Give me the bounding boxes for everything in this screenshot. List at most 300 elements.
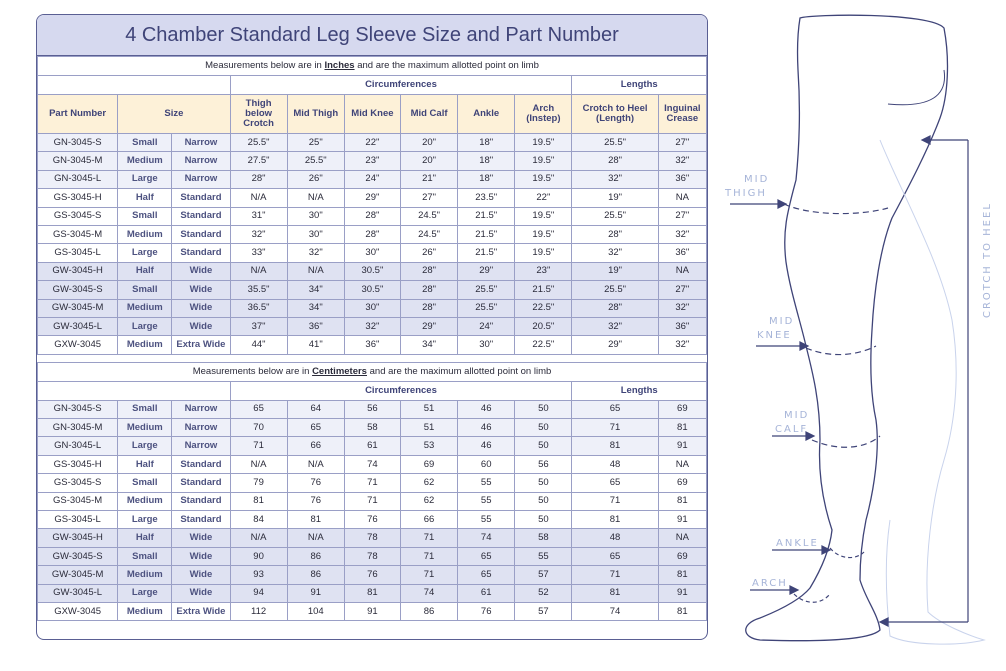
value-cell: 19.5" xyxy=(515,225,572,243)
column-header: Crotch to Heel (Length) xyxy=(572,95,658,134)
value-cell: 50 xyxy=(515,437,572,455)
value-cell: 81 xyxy=(344,584,400,602)
value-cell: 27" xyxy=(658,281,706,299)
value-cell: 19" xyxy=(572,189,658,207)
value-cell: 62 xyxy=(400,474,457,492)
table-row xyxy=(38,281,707,299)
value-cell: 69 xyxy=(658,400,706,418)
table-row xyxy=(38,317,707,335)
value-cell: 20.5" xyxy=(515,317,572,335)
value-cell: N/A xyxy=(230,529,287,547)
value-cell: 35.5" xyxy=(230,281,287,299)
value-cell: 24" xyxy=(344,170,400,188)
size-cell: Small xyxy=(118,281,172,299)
value-cell: 24.5" xyxy=(400,207,457,225)
table-row xyxy=(38,584,707,602)
size-cell: Medium xyxy=(118,336,172,354)
value-cell: 21.5" xyxy=(458,225,515,243)
value-cell: 23" xyxy=(344,152,400,170)
value-cell: 28" xyxy=(400,281,457,299)
size-cell: Half xyxy=(118,529,172,547)
value-cell: 36" xyxy=(344,336,400,354)
value-cell: 55 xyxy=(458,511,515,529)
size-cell: Half xyxy=(118,189,172,207)
value-cell: 25" xyxy=(287,134,344,152)
value-cell: 55 xyxy=(458,474,515,492)
part-number-cell: GW-3045-M xyxy=(38,299,118,317)
value-cell: 61 xyxy=(344,437,400,455)
value-cell: 24.5" xyxy=(400,225,457,243)
value-cell: 65 xyxy=(572,474,658,492)
value-cell: 28" xyxy=(572,225,658,243)
value-cell: 112 xyxy=(230,602,287,620)
value-cell: 36" xyxy=(658,244,706,262)
value-cell: 64 xyxy=(287,400,344,418)
column-header: Mid Thigh xyxy=(287,95,344,134)
group-circumferences: Circumferences xyxy=(230,381,572,400)
value-cell: 32" xyxy=(658,225,706,243)
table-row xyxy=(38,400,707,418)
group-blank xyxy=(38,381,231,400)
group-lengths: Lengths xyxy=(572,76,707,95)
value-cell: 91 xyxy=(344,602,400,620)
value-cell: 28" xyxy=(230,170,287,188)
size-cell: Small xyxy=(118,474,172,492)
part-number-cell: GW-3045-S xyxy=(38,281,118,299)
value-cell: 81 xyxy=(287,511,344,529)
value-cell: NA xyxy=(658,189,706,207)
part-number-cell: GS-3045-M xyxy=(38,225,118,243)
value-cell: 30" xyxy=(287,207,344,225)
column-header: Size xyxy=(118,95,230,134)
width-cell: Standard xyxy=(172,492,230,510)
size-cell: Small xyxy=(118,207,172,225)
group-blank xyxy=(38,76,231,95)
value-cell: 81 xyxy=(230,492,287,510)
size-cell: Half xyxy=(118,455,172,473)
value-cell: 20" xyxy=(400,134,457,152)
value-cell: 18" xyxy=(458,152,515,170)
part-number-cell: GW-3045-H xyxy=(38,262,118,280)
value-cell: 31" xyxy=(230,207,287,225)
label-mid-knee-2: KNEE xyxy=(757,330,792,341)
size-cell: Medium xyxy=(118,492,172,510)
value-cell: 28" xyxy=(400,262,457,280)
note-unit: Centimeters xyxy=(312,365,367,377)
value-cell: 48 xyxy=(572,529,658,547)
value-cell: 74 xyxy=(400,584,457,602)
value-cell: 56 xyxy=(515,455,572,473)
value-cell: 81 xyxy=(572,584,658,602)
value-cell: 71 xyxy=(572,566,658,584)
value-cell: 25.5" xyxy=(458,281,515,299)
value-cell: 27" xyxy=(400,189,457,207)
spacer-cell xyxy=(38,354,707,362)
size-cell: Large xyxy=(118,317,172,335)
part-number-cell: GS-3045-H xyxy=(38,189,118,207)
value-cell: 71 xyxy=(344,492,400,510)
value-cell: 90 xyxy=(230,547,287,565)
value-cell: 32" xyxy=(572,317,658,335)
label-mid-thigh-2: THIGH xyxy=(725,188,767,199)
table-row xyxy=(38,492,707,510)
value-cell: 32" xyxy=(230,225,287,243)
value-cell: 27.5" xyxy=(230,152,287,170)
value-cell: 60 xyxy=(458,455,515,473)
size-cell: Large xyxy=(118,584,172,602)
value-cell: 51 xyxy=(400,400,457,418)
size-cell: Large xyxy=(118,244,172,262)
size-cell: Small xyxy=(118,547,172,565)
value-cell: 61 xyxy=(458,584,515,602)
value-cell: NA xyxy=(658,529,706,547)
value-cell: 22" xyxy=(515,189,572,207)
value-cell: 25.5" xyxy=(287,152,344,170)
note-prefix: Measurements below are in xyxy=(192,365,313,377)
width-cell: Wide xyxy=(172,262,230,280)
part-number-cell: GN-3045-S xyxy=(38,400,118,418)
width-cell: Narrow xyxy=(172,152,230,170)
value-cell: 65 xyxy=(458,547,515,565)
value-cell: 51 xyxy=(400,419,457,437)
value-cell: 24" xyxy=(458,317,515,335)
value-cell: 81 xyxy=(658,492,706,510)
value-cell: 22" xyxy=(344,134,400,152)
value-cell: 29" xyxy=(458,262,515,280)
value-cell: 76 xyxy=(458,602,515,620)
value-cell: 25.5" xyxy=(572,134,658,152)
measurement-note xyxy=(38,362,707,381)
part-number-cell: GS-3045-L xyxy=(38,511,118,529)
label-mid-calf-2: CALF xyxy=(775,424,809,435)
value-cell: 32" xyxy=(658,336,706,354)
width-cell: Standard xyxy=(172,511,230,529)
value-cell: 25.5" xyxy=(458,299,515,317)
table-row xyxy=(38,566,707,584)
size-chart-card xyxy=(36,14,708,640)
value-cell: 22.5" xyxy=(515,299,572,317)
value-cell: 79 xyxy=(230,474,287,492)
part-number-cell: GW-3045-L xyxy=(38,317,118,335)
size-cell: Medium xyxy=(118,225,172,243)
value-cell: 21" xyxy=(400,170,457,188)
part-number-cell: GN-3045-L xyxy=(38,170,118,188)
value-cell: 36" xyxy=(658,317,706,335)
value-cell: 86 xyxy=(287,547,344,565)
value-cell: 78 xyxy=(344,529,400,547)
value-cell: 81 xyxy=(658,566,706,584)
column-header: Ankle xyxy=(458,95,515,134)
value-cell: 62 xyxy=(400,492,457,510)
value-cell: 46 xyxy=(458,400,515,418)
table-row xyxy=(38,134,707,152)
value-cell: 28" xyxy=(344,225,400,243)
value-cell: 32" xyxy=(344,317,400,335)
width-cell: Extra Wide xyxy=(172,336,230,354)
value-cell: 32" xyxy=(658,152,706,170)
part-number-cell: GN-3045-L xyxy=(38,437,118,455)
table-row xyxy=(38,244,707,262)
group-circumferences: Circumferences xyxy=(230,76,572,95)
value-cell: 32" xyxy=(572,244,658,262)
value-cell: N/A xyxy=(230,189,287,207)
mid-knee-line xyxy=(806,346,876,355)
value-cell: 55 xyxy=(515,547,572,565)
size-cell: Large xyxy=(118,170,172,188)
value-cell: 50 xyxy=(515,492,572,510)
value-cell: 30" xyxy=(458,336,515,354)
value-cell: 36" xyxy=(287,317,344,335)
value-cell: 36.5" xyxy=(230,299,287,317)
group-header-row xyxy=(38,76,707,95)
value-cell: 21.5" xyxy=(458,207,515,225)
value-cell: 50 xyxy=(515,474,572,492)
part-number-cell: GS-3045-M xyxy=(38,492,118,510)
column-header-row xyxy=(38,95,707,134)
value-cell: 57 xyxy=(515,602,572,620)
width-cell: Wide xyxy=(172,566,230,584)
part-number-cell: GS-3045-S xyxy=(38,207,118,225)
value-cell: 65 xyxy=(287,419,344,437)
value-cell: 91 xyxy=(658,437,706,455)
value-cell: 81 xyxy=(572,511,658,529)
mid-calf-line xyxy=(812,436,880,447)
value-cell: 25.5" xyxy=(230,134,287,152)
value-cell: 71 xyxy=(400,566,457,584)
table-row xyxy=(38,262,707,280)
column-header: Part Number xyxy=(38,95,118,134)
value-cell: 66 xyxy=(287,437,344,455)
column-header: Arch (Instep) xyxy=(515,95,572,134)
value-cell: 65 xyxy=(572,547,658,565)
value-cell: N/A xyxy=(287,189,344,207)
value-cell: 81 xyxy=(572,437,658,455)
value-cell: 27" xyxy=(658,134,706,152)
value-cell: 55 xyxy=(458,492,515,510)
measurement-note xyxy=(38,57,707,76)
width-cell: Narrow xyxy=(172,170,230,188)
table-row xyxy=(38,152,707,170)
part-number-cell: GN-3045-M xyxy=(38,419,118,437)
width-cell: Wide xyxy=(172,299,230,317)
value-cell: NA xyxy=(658,262,706,280)
value-cell: 23" xyxy=(515,262,572,280)
width-cell: Wide xyxy=(172,317,230,335)
note-suffix: and are the maximum allotted point on limb xyxy=(366,365,552,377)
value-cell: 19.5" xyxy=(515,134,572,152)
value-cell: 58 xyxy=(515,529,572,547)
value-cell: 91 xyxy=(658,511,706,529)
section-spacer xyxy=(38,354,707,362)
part-number-cell: GW-3045-H xyxy=(38,529,118,547)
value-cell: 50 xyxy=(515,419,572,437)
width-cell: Standard xyxy=(172,474,230,492)
value-cell: 53 xyxy=(400,437,457,455)
value-cell: 41" xyxy=(287,336,344,354)
value-cell: 33" xyxy=(230,244,287,262)
width-cell: Extra Wide xyxy=(172,602,230,620)
width-cell: Standard xyxy=(172,225,230,243)
table-row xyxy=(38,529,707,547)
size-cell: Small xyxy=(118,400,172,418)
part-number-cell: GS-3045-H xyxy=(38,455,118,473)
table-row xyxy=(38,474,707,492)
value-cell: 104 xyxy=(287,602,344,620)
value-cell: 22.5" xyxy=(515,336,572,354)
part-number-cell: GS-3045-S xyxy=(38,474,118,492)
group-lengths: Lengths xyxy=(572,381,707,400)
value-cell: 65 xyxy=(230,400,287,418)
mid-thigh-line xyxy=(784,204,888,214)
value-cell: 34" xyxy=(400,336,457,354)
value-cell: 50 xyxy=(515,511,572,529)
value-cell: N/A xyxy=(287,455,344,473)
size-cell: Small xyxy=(118,134,172,152)
table-row xyxy=(38,170,707,188)
part-number-cell: GW-3045-S xyxy=(38,547,118,565)
value-cell: 71 xyxy=(400,529,457,547)
part-number-cell: GS-3045-L xyxy=(38,244,118,262)
value-cell: N/A xyxy=(230,262,287,280)
value-cell: 28" xyxy=(572,299,658,317)
value-cell: 65 xyxy=(572,400,658,418)
group-header-row xyxy=(38,381,707,400)
part-number-cell: GXW-3045 xyxy=(38,602,118,620)
value-cell: 69 xyxy=(658,474,706,492)
note-prefix: Measurements below are in xyxy=(205,60,325,72)
column-header: Inguinal Crease xyxy=(658,95,706,134)
part-number-cell: GXW-3045 xyxy=(38,336,118,354)
value-cell: 76 xyxy=(287,492,344,510)
value-cell: 28" xyxy=(572,152,658,170)
value-cell: 71 xyxy=(572,492,658,510)
value-cell: 91 xyxy=(658,584,706,602)
leg-diagram xyxy=(712,0,1006,671)
value-cell: 69 xyxy=(658,547,706,565)
table-row xyxy=(38,511,707,529)
value-cell: 91 xyxy=(287,584,344,602)
width-cell: Standard xyxy=(172,455,230,473)
table-row xyxy=(38,225,707,243)
width-cell: Narrow xyxy=(172,437,230,455)
value-cell: 84 xyxy=(230,511,287,529)
value-cell: 66 xyxy=(400,511,457,529)
size-cell: Large xyxy=(118,511,172,529)
value-cell: 76 xyxy=(344,566,400,584)
value-cell: 71 xyxy=(572,419,658,437)
value-cell: 48 xyxy=(572,455,658,473)
value-cell: 26" xyxy=(400,244,457,262)
value-cell: 29" xyxy=(400,317,457,335)
value-cell: 81 xyxy=(658,602,706,620)
value-cell: N/A xyxy=(230,455,287,473)
value-cell: 56 xyxy=(344,400,400,418)
value-cell: 19.5" xyxy=(515,207,572,225)
value-cell: 25.5" xyxy=(572,207,658,225)
value-cell: 76 xyxy=(287,474,344,492)
value-cell: N/A xyxy=(287,262,344,280)
label-ankle: ANKLE xyxy=(776,538,819,549)
size-cell: Medium xyxy=(118,299,172,317)
table-row xyxy=(38,437,707,455)
column-header: Mid Knee xyxy=(344,95,400,134)
table-row xyxy=(38,419,707,437)
value-cell: 30" xyxy=(344,244,400,262)
part-number-cell: GN-3045-S xyxy=(38,134,118,152)
value-cell: 94 xyxy=(230,584,287,602)
value-cell: 32" xyxy=(572,170,658,188)
value-cell: N/A xyxy=(287,529,344,547)
value-cell: 65 xyxy=(458,566,515,584)
table-row xyxy=(38,455,707,473)
table-row xyxy=(38,602,707,620)
value-cell: 19.5" xyxy=(515,244,572,262)
width-cell: Standard xyxy=(172,189,230,207)
note-unit: Inches xyxy=(324,60,355,72)
value-cell: 21.5" xyxy=(515,281,572,299)
value-cell: 30.5" xyxy=(344,262,400,280)
value-cell: 71 xyxy=(400,547,457,565)
measurement-note-row xyxy=(38,362,707,381)
table-row xyxy=(38,299,707,317)
value-cell: 78 xyxy=(344,547,400,565)
value-cell: 58 xyxy=(344,419,400,437)
label-crotch-to-heel: CROTCH TO HEEL xyxy=(982,202,993,318)
value-cell: 34" xyxy=(287,299,344,317)
value-cell: 46 xyxy=(458,419,515,437)
table-row xyxy=(38,207,707,225)
value-cell: 74 xyxy=(572,602,658,620)
note-suffix: and are the maximum allotted point on limb xyxy=(354,60,539,72)
part-number-cell: GW-3045-L xyxy=(38,584,118,602)
value-cell: 71 xyxy=(344,474,400,492)
label-mid-knee-1: MID xyxy=(769,316,795,327)
value-cell: 18" xyxy=(458,170,515,188)
value-cell: 27" xyxy=(658,207,706,225)
value-cell: 36" xyxy=(658,170,706,188)
part-number-cell: GN-3045-M xyxy=(38,152,118,170)
value-cell: 76 xyxy=(344,511,400,529)
ankle-line xyxy=(830,548,864,558)
value-cell: 81 xyxy=(658,419,706,437)
value-cell: 30" xyxy=(344,299,400,317)
value-cell: 57 xyxy=(515,566,572,584)
size-cell: Medium xyxy=(118,602,172,620)
value-cell: 69 xyxy=(400,455,457,473)
label-mid-thigh-1: MID xyxy=(744,174,770,185)
value-cell: 28" xyxy=(400,299,457,317)
value-cell: 86 xyxy=(400,602,457,620)
value-cell: 74 xyxy=(458,529,515,547)
width-cell: Wide xyxy=(172,529,230,547)
page-title: 4 Chamber Standard Leg Sleeve Size and Part Number xyxy=(37,15,707,56)
width-cell: Standard xyxy=(172,207,230,225)
value-cell: 86 xyxy=(287,566,344,584)
width-cell: Wide xyxy=(172,547,230,565)
column-header: Thigh below Crotch xyxy=(230,95,287,134)
label-mid-calf-1: MID xyxy=(784,410,810,421)
value-cell: 19.5" xyxy=(515,170,572,188)
value-cell: 29" xyxy=(344,189,400,207)
value-cell: 34" xyxy=(287,281,344,299)
value-cell: 19" xyxy=(572,262,658,280)
column-header: Mid Calf xyxy=(400,95,457,134)
value-cell: 70 xyxy=(230,419,287,437)
value-cell: 50 xyxy=(515,400,572,418)
width-cell: Wide xyxy=(172,584,230,602)
value-cell: 30" xyxy=(287,225,344,243)
value-cell: 93 xyxy=(230,566,287,584)
